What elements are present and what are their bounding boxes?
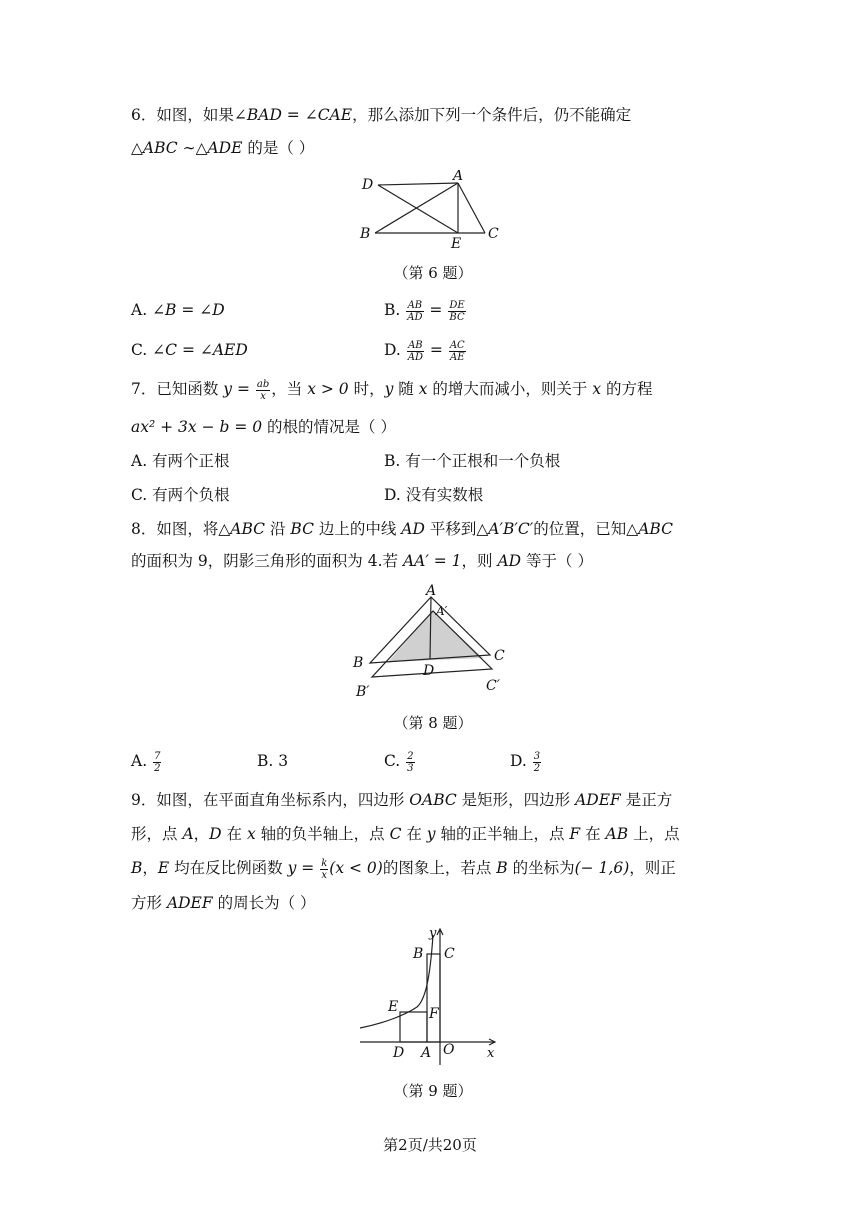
q9-caption: （第 9 题） — [393, 1082, 473, 1100]
math-expr: △ABC ∼△ADE — [131, 139, 243, 157]
q9-figure — [355, 925, 515, 1070]
fraction — [256, 379, 270, 402]
fraction — [406, 751, 414, 774]
denominator: AD — [407, 351, 423, 363]
text: 在 — [580, 825, 606, 843]
text: 形，点 — [131, 825, 183, 843]
text: 8．如图，将 — [131, 520, 219, 538]
denominator: 3 — [407, 762, 414, 774]
denominator: x — [321, 869, 328, 881]
option-label: D. — [384, 341, 406, 359]
q8-option-a — [131, 750, 162, 774]
label-Cp: C′ — [486, 678, 500, 694]
q8-stem-line1 — [131, 518, 673, 540]
text: 随 — [393, 380, 419, 398]
q6-option-a — [131, 299, 225, 321]
q6-stem-line2 — [131, 137, 314, 159]
label-C: C — [494, 648, 505, 664]
fraction — [407, 340, 424, 363]
numerator: AC — [449, 339, 465, 351]
text: 是正方 — [620, 791, 673, 809]
math-expr: AB — [605, 825, 629, 843]
denominator: AE — [450, 351, 465, 363]
q6-stem-line1 — [131, 104, 631, 126]
numerator: 2 — [407, 750, 414, 762]
math-expr: ADEF — [166, 894, 213, 912]
math-expr: ∠C = ∠AED — [152, 341, 248, 359]
text: 等于（ ） — [521, 552, 593, 570]
math-expr: x — [246, 825, 256, 843]
label-D: D — [362, 177, 374, 193]
math-expr: AD — [497, 552, 522, 570]
q8-stem-line2 — [131, 550, 593, 572]
math-expr: C — [389, 825, 402, 843]
text: 边上的中线 — [313, 520, 402, 538]
denominator: AD — [407, 311, 423, 323]
q7-stem-line2 — [131, 416, 396, 438]
label-A: A — [453, 170, 464, 184]
text: 的是（ ） — [242, 139, 315, 157]
math-expr: OABC — [409, 791, 457, 809]
option-label: A. — [131, 752, 153, 770]
math-expr: x > 0 — [307, 380, 349, 398]
label-E: E — [388, 999, 399, 1015]
q7-option-d: D. 没有实数根 — [384, 486, 484, 504]
q9-stem-line4 — [131, 892, 316, 914]
q6-caption: （第 6 题） — [393, 264, 473, 282]
label-Bp: B′ — [356, 684, 370, 700]
text: ，则正 — [629, 859, 676, 877]
label-D: D — [393, 1045, 405, 1061]
label-Ap: A′ — [436, 604, 448, 618]
segment-DA — [378, 183, 458, 185]
text: 7．已知函数 — [131, 380, 224, 398]
math-expr: E — [157, 859, 170, 877]
label-x: x — [487, 1046, 495, 1061]
q7-option-b: B. 有一个正根和一个负根 — [384, 452, 561, 470]
label-C: C — [444, 946, 455, 962]
text: 轴的正半轴上，点 — [435, 825, 570, 843]
option-label: D. — [510, 752, 532, 770]
numerator: AB — [407, 299, 423, 311]
q8-caption: （第 8 题） — [393, 714, 473, 732]
option-label: B. — [384, 301, 406, 319]
math-expr: ∠B = ∠D — [152, 301, 225, 319]
text: 轴的负半轴上，点 — [255, 825, 390, 843]
text: 是矩形，四边形 — [456, 791, 576, 809]
fraction — [533, 751, 541, 774]
text: 的面积为 9，阴影三角形的面积为 4.若 — [131, 552, 403, 570]
q6-figure — [350, 170, 530, 250]
math-expr: AA′ = 1 — [402, 552, 462, 570]
math-expr: y = — [223, 380, 255, 398]
math-expr: F — [569, 825, 581, 843]
q9-stem-line1 — [131, 789, 672, 811]
rectangle-OABC — [427, 954, 440, 1042]
math-expr: x — [592, 380, 602, 398]
math-expr: △A′B′C′ — [476, 520, 534, 538]
label-y: y — [429, 926, 437, 941]
text: 的图象上，若点 — [382, 859, 497, 877]
numerator: 3 — [533, 750, 541, 762]
denominator: 2 — [533, 762, 541, 774]
q6-option-d — [384, 339, 467, 363]
math-expr: D — [209, 825, 222, 843]
text: 时， — [348, 380, 385, 398]
math-expr: △ABC — [218, 520, 266, 538]
math-expr: B — [496, 859, 508, 877]
text: 在 — [221, 825, 247, 843]
text: ，当 — [271, 380, 308, 398]
math-expr: AD — [401, 520, 425, 538]
text: ， — [193, 825, 210, 843]
math-expr: y = — [287, 859, 320, 877]
q7-stem-line1 — [131, 378, 653, 402]
label-C: C — [488, 226, 499, 242]
label-B: B — [353, 655, 364, 671]
label-B: B — [360, 226, 371, 242]
math-expr: ax² + 3x − b = 0 — [131, 418, 263, 436]
fraction — [448, 300, 465, 323]
math-expr: (x < 0) — [329, 859, 383, 877]
text: 沿 — [265, 520, 291, 538]
q8-option-c — [384, 750, 416, 774]
text: 方形 — [131, 894, 167, 912]
fraction — [320, 858, 328, 881]
text: ，那么添加下列一个条件后，仍不能确定 — [352, 106, 632, 124]
math-expr: y — [384, 380, 394, 398]
text: 平移到 — [424, 520, 477, 538]
math-expr: ADEF — [575, 791, 621, 809]
q7-option-c: C. 有两个负根 — [131, 486, 230, 504]
text: 的增大而减小，则关于 — [427, 380, 593, 398]
q6-option-b — [384, 299, 467, 323]
math-expr: BC — [290, 520, 314, 538]
numerator: 7 — [154, 750, 161, 762]
square-ADEF — [400, 1012, 427, 1042]
q9-stem-line2 — [131, 823, 680, 845]
math-expr: A — [182, 825, 194, 843]
label-D: D — [423, 663, 435, 679]
numerator: k — [321, 857, 328, 869]
segment-AC — [458, 183, 485, 233]
option-label: C. — [384, 752, 406, 770]
label-O: O — [443, 1042, 455, 1058]
label-B: B — [413, 946, 424, 962]
denominator: BC — [449, 311, 465, 323]
text: 的坐标为 — [507, 859, 575, 877]
math-expr: x — [418, 380, 428, 398]
label-F: F — [429, 1006, 439, 1022]
text: 的根的情况是（ ） — [262, 418, 396, 436]
fraction — [406, 300, 423, 323]
text: 的方程 — [601, 380, 653, 398]
q8-option-d — [510, 750, 542, 774]
denominator: x — [260, 390, 266, 402]
equals: = — [424, 341, 448, 359]
page-footer: 第2页/共20页 — [383, 1136, 477, 1154]
option-label: C. — [131, 341, 153, 359]
shaded-triangle — [388, 611, 483, 662]
denominator: 2 — [154, 762, 161, 774]
math-expr: △ABC — [626, 520, 673, 538]
text: ， — [142, 859, 158, 877]
text: 均在反比例函数 — [169, 859, 288, 877]
label-E: E — [451, 236, 462, 250]
text: 在 — [401, 825, 427, 843]
fraction — [449, 340, 466, 363]
text: 6．如图，如果 — [131, 106, 234, 124]
text: 的周长为（ ） — [212, 894, 316, 912]
text: 9．如图，在平面直角坐标系内，四边形 — [131, 791, 410, 809]
label-A: A — [421, 1045, 432, 1061]
q7-option-a: A. 有两个正根 — [131, 452, 230, 470]
numerator: DE — [449, 299, 465, 311]
math-expr: y — [426, 825, 436, 843]
label-A: A — [426, 583, 437, 599]
option-label: A. — [131, 301, 153, 319]
math-expr: B — [131, 859, 143, 877]
q9-stem-line3 — [131, 857, 676, 881]
math-expr: (− 1,6) — [574, 859, 630, 877]
text: 上，点 — [628, 825, 680, 843]
fraction — [153, 751, 161, 774]
q6-option-c — [131, 339, 248, 361]
numerator: AB — [408, 339, 423, 351]
q8-figure — [348, 583, 528, 703]
equals: = — [424, 301, 448, 319]
text: 的位置，已知 — [533, 520, 627, 538]
numerator: ab — [256, 378, 270, 390]
text: ，则 — [461, 552, 498, 570]
math-expr: ∠BAD = ∠CAE — [233, 106, 353, 124]
q8-option-b: B. 3 — [257, 752, 289, 770]
segment-DE — [378, 185, 458, 233]
